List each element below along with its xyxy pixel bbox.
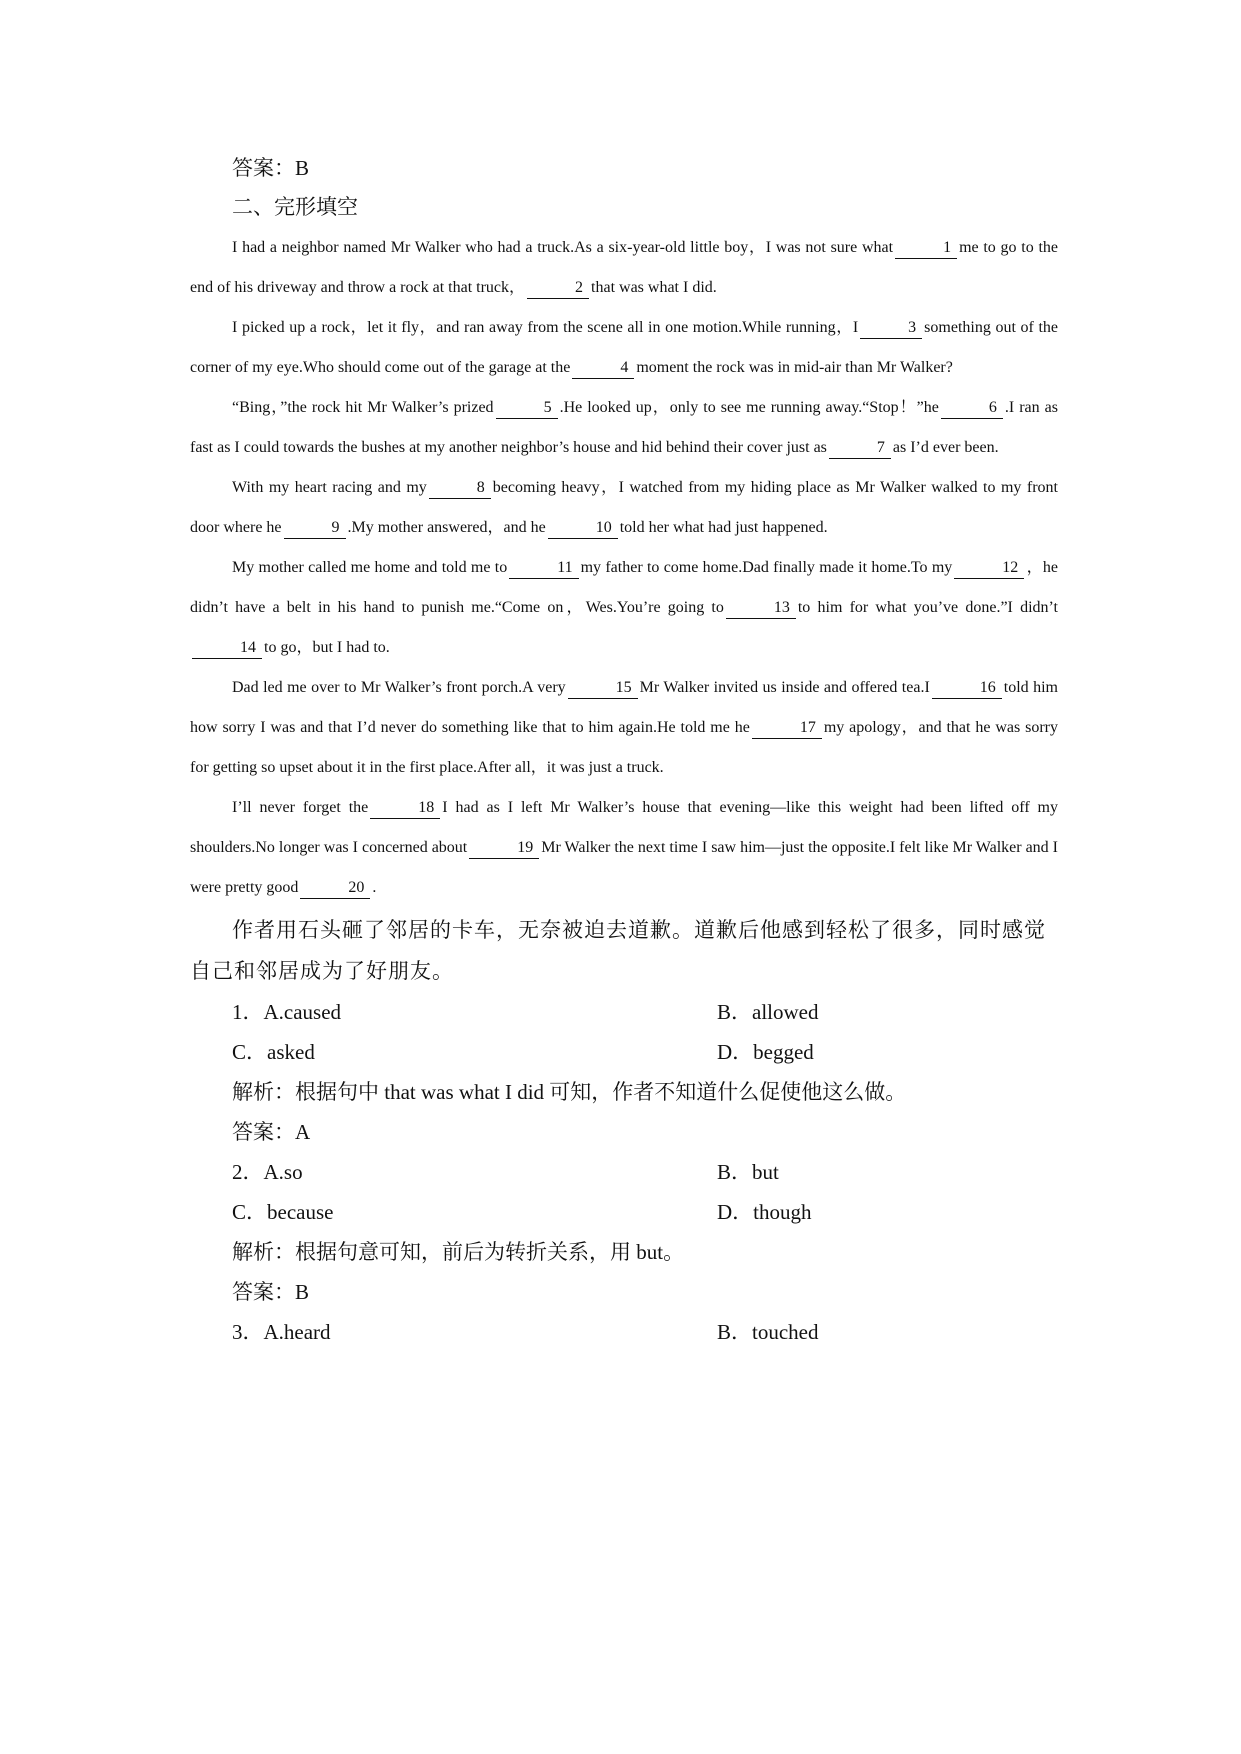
blank-number: 16 [932,678,1002,699]
passage-text: .He looked up，only to see me running away.“Stop！”he [559,399,939,416]
analysis: 解析：根据句意可知，前后为转折关系，用 but。 [232,1240,685,1264]
passage-text: With my heart racing and my [232,479,427,496]
blank-number: 11 [509,558,578,579]
passage-text: Mr Walker the next time I saw him—just the opposite.I felt like Mr Walker and I were pretty good [190,839,1058,896]
blank-number: 4 [572,358,634,379]
blank-number: 15 [568,678,638,699]
option-c: C．because [232,1200,334,1224]
question-1 [190,992,1058,1152]
option-b: B．but [717,1160,779,1184]
question-3 [190,1312,1058,1352]
option-d: D．begged [717,1040,814,1064]
passage-text: I had as I left Mr Walker’s house that evening—like this weight had been lifted off my shoulders.No longer was I concerned about [190,799,1058,856]
passage-text: told him how sorry I was and that I’d never do something like that to him again.He told me he [190,679,1058,736]
analysis: 解析：根据句中 that was what I did 可知，作者不知道什么促使他这么做。 [232,1080,907,1104]
section-title: 二、完形填空 [232,195,358,219]
passage-text: .My mother answered，and he [347,519,546,536]
passage-paragraph [190,388,1058,468]
option-a: 3．A.heard [232,1320,331,1344]
passage-text: my father to come home.Dad finally made it home.To my [580,559,953,576]
blank-number: 12 [954,558,1024,579]
passage-text: told her what had just happened. [619,519,828,536]
blank-number: 5 [496,398,558,419]
passage-text: .I ran as fast as I could towards the bushes at my another neighbor’s house and hid behind their cover just as [190,399,1058,456]
option-b: B．allowed [717,1000,819,1024]
passage-paragraph [190,548,1058,668]
blank-number: 6 [941,398,1003,419]
blank-number: 2 [527,278,589,299]
question-2 [190,1152,1058,1312]
cloze-passage [190,228,1058,908]
passage-text: “Bing，”the rock hit Mr Walker’s prized [232,399,494,416]
blank-number: 3 [860,318,922,339]
blank-number: 18 [370,798,440,819]
blank-number: 7 [829,438,891,459]
passage-text: as I’d ever been. [892,439,999,456]
passage-paragraph [190,668,1058,788]
passage-text: . [372,879,377,896]
option-d: D．though [717,1200,812,1224]
option-c: C．asked [232,1040,315,1064]
blank-number: 19 [469,838,539,859]
passage-text: Dad led me over to Mr Walker’s front porch.A very [232,679,566,696]
blank-number: 20 [300,878,370,899]
passage-paragraph [190,308,1058,388]
option-b: B．touched [717,1320,819,1344]
passage-text: Mr Walker invited us inside and offered tea.I [639,679,930,696]
blank-number: 10 [548,518,618,539]
passage-paragraph [190,788,1058,908]
passage-text: I picked up a rock，let it fly，and ran away from the scene all in one motion.While running，I [232,319,859,336]
blank-number: 1 [895,238,957,259]
passage-text: to him for what you’ve done.”I didn’t [797,599,1058,616]
answer: 答案：A [232,1120,311,1144]
passage-text: me to go to the end of his driveway and throw a rock at that truck， [190,239,1059,296]
passage-text: becoming heavy，I watched from my hiding place as Mr Walker walked to my front door where he [190,479,1058,536]
blank-number: 9 [284,518,346,539]
passage-paragraph [190,468,1058,548]
passage-text: My mother called me home and told me to [232,559,508,576]
passage-text: something out of the corner of my eye.Who should come out of the garage at the [190,319,1058,376]
passage-text: moment the rock was in mid-air than Mr Walker? [636,359,953,376]
blank-number: 8 [429,478,491,499]
option-a: 2．A.so [232,1160,303,1184]
passage-text: I had a neighbor named Mr Walker who had a truck.As a six-year-old little boy，I was not sure what [232,239,894,256]
passage-text: to go，but I had to. [264,639,390,656]
answer-label: 答案：B [232,156,310,180]
passage-text: I’ll never forget the [232,799,369,816]
answer: 答案：B [232,1280,310,1304]
blank-number: 17 [752,718,822,739]
passage-paragraph [190,228,1058,308]
passage-text: ，he didn’t have a belt in his hand to punish me.“Come on，Wes.You’re going to [190,559,1058,616]
option-a: 1．A.caused [232,1000,342,1024]
blank-number: 14 [192,638,262,659]
passage-summary: 作者用石头砸了邻居的卡车，无奈被迫去道歉。道歉后他感到轻松了很多，同时感觉自己和邻居成为了好朋友。 [190,918,1046,983]
page [190,150,1058,1352]
blank-number: 13 [726,598,796,619]
passage-text: that was what I did. [591,279,717,296]
passage-text: my apology，and that he was sorry for getting so upset about it in the first place.After all，it was just a truck. [190,719,1058,776]
